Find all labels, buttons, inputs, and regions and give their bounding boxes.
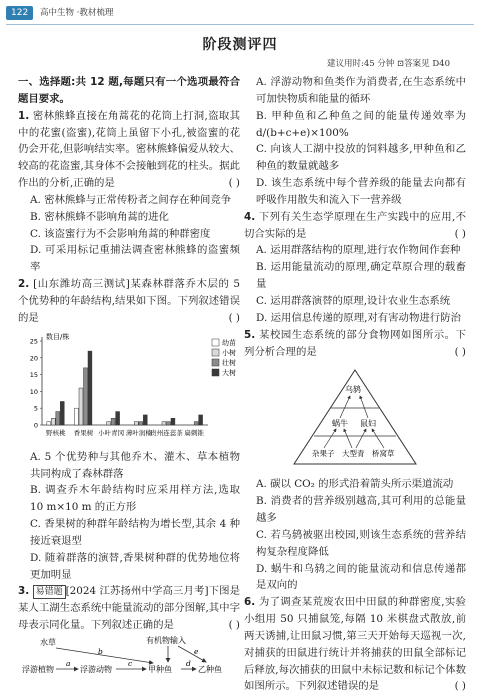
question-6-stem: 为了调查某荒废农田中田鼠的种群密度,实验小组用 50 只捕鼠笼,每隔 10 米棋盘式散放,前两天诱捕,让田鼠习惯,第三天开始每天巡视一次,对捕获的田鼠进行统计并将捕获的田鼠全部标记后释放,每次捕获的田鼠中未标记数和标记个体数如图所示。下列叙述错误的是 bbox=[244, 596, 466, 693]
bar-幼苗 bbox=[47, 421, 51, 424]
legend-label: 小树 bbox=[222, 348, 236, 357]
answer-paren: ( ) bbox=[228, 311, 240, 324]
web-node-plant-1: 杂果子 bbox=[312, 449, 335, 459]
question-4 bbox=[244, 209, 466, 243]
question-2-source: [山东潍坊高三测试] bbox=[33, 278, 130, 291]
question-4-stem: 下列有关生态学原理在生产实践中的应用,不切合实际的是 bbox=[244, 210, 466, 240]
bar-大树 bbox=[88, 351, 92, 425]
bar-壮树 bbox=[167, 421, 171, 424]
web-arrow-5 bbox=[356, 429, 366, 448]
q5-option-d: D. 蜗牛和乌鸫之间的能量流动和信息传递都是双向的 bbox=[256, 562, 466, 592]
question-5 bbox=[244, 327, 466, 361]
y-tick-label: 25 bbox=[29, 337, 38, 346]
y-tick-label: 5 bbox=[33, 404, 38, 413]
q3-option-d: D. 该生态系统中每个营养级的能量去向都有呼吸作用散失和流入下一营养级 bbox=[256, 177, 466, 206]
q5-option-a: A. 碳以 CO₂ 的形式沿着箭头所示渠道流动 bbox=[256, 478, 454, 491]
x-tick-label: 香果树 bbox=[73, 428, 94, 437]
q4-option-d: D. 运用信息传递的原理,对有害动物进行防治 bbox=[256, 311, 461, 324]
web-arrow-6 bbox=[372, 429, 384, 448]
bar-小树 bbox=[134, 421, 138, 424]
q4-option-b: B. 运用能量流动的原理,确定草原合理的载畜量 bbox=[256, 261, 466, 291]
bar-壮树 bbox=[139, 421, 143, 424]
food-web-svg bbox=[244, 364, 466, 472]
question-1-stem: 密林熊蜂直接在角蒿花的花筒上打洞,盗取其中的花蜜(盗蜜),花筒上虽留下小孔,被盗蜜的花仍会开花,但影响结实率。密林熊蜂偏爱从较大、较高的花盗蜜,其身体不会接触到花的柱头。据此作出的分析,正确的是 bbox=[18, 109, 240, 190]
q5-option-c: C. 若乌鸫被驱出校园,则该生态系统的营养结构复杂程度降低 bbox=[256, 528, 466, 558]
x-tick-label: 小叶青冈 bbox=[98, 428, 125, 437]
flow-letter-b: b bbox=[98, 646, 103, 656]
web-arrow-2 bbox=[360, 396, 368, 418]
q1-option-d: D. 可采用标记重捕法调查密林熊蜂的盗蜜频率 bbox=[30, 244, 240, 274]
flow-node-zooplankton: 浮游动物 bbox=[80, 664, 112, 674]
bar-大树 bbox=[199, 415, 203, 425]
question-2-number: 2. bbox=[18, 278, 30, 291]
q1-option-b: B. 密林熊蜂不影响角蒿的进化 bbox=[30, 210, 169, 223]
q2-option-d: D. 随着群落的演替,香果树种群的优势地位将更加明显 bbox=[30, 551, 240, 581]
question-3 bbox=[18, 583, 240, 634]
q4-option-c: C. 运用群落演替的原理,设计农业生态系统 bbox=[256, 294, 451, 307]
bar-壮树 bbox=[111, 418, 115, 425]
legend-swatch bbox=[212, 359, 219, 366]
flow-letter-c: c bbox=[128, 658, 133, 668]
left-column bbox=[18, 74, 240, 684]
x-tick-label: 扁刺锥 bbox=[184, 428, 204, 437]
q5-option-b: B. 消费者的营养级别越高,其可利用的总能量越多 bbox=[256, 495, 466, 525]
q4-option-a: A. 运用群落结构的原理,进行农作物间作套种 bbox=[256, 244, 461, 257]
answer-paren: ( ) bbox=[228, 619, 240, 632]
bar-小树 bbox=[107, 421, 111, 424]
bar-chart-svg bbox=[18, 329, 240, 447]
error-prone-badge: 易错题 bbox=[33, 585, 66, 599]
y-axis-label: 数目/株 bbox=[46, 332, 70, 341]
web-arrow-4 bbox=[344, 429, 352, 448]
bar-幼苗 bbox=[75, 408, 79, 425]
web-arrow-3 bbox=[324, 429, 336, 448]
answer-paren: ( ) bbox=[454, 227, 466, 240]
flow-water-label: 水草 bbox=[40, 637, 56, 647]
flow-letter-d: d bbox=[186, 658, 191, 668]
bar-大树 bbox=[60, 401, 64, 425]
q2-option-c: C. 香果树的种群年龄结构为增长型,其余 4 种接近衰退型 bbox=[30, 518, 240, 547]
page-title: 阶段测评四 bbox=[202, 37, 278, 53]
question-5-stem: 某校园生态系统的部分食物网如图所示。下列分析合理的是 bbox=[244, 328, 466, 358]
web-node-plant-2: 大型青 bbox=[342, 449, 365, 459]
q2-option-a: A. 5 个优势种与其他乔木、灌木、草本植物共同构成了森林群落 bbox=[30, 450, 240, 480]
time-info: 建议用时:45 分钟 ⊡答案见 D40 bbox=[326, 59, 450, 69]
question-2-stem: 某森林群落乔木层的 5 个优势种的年龄结构,结果如下图。下列叙述错误的是 bbox=[18, 278, 240, 324]
x-tick-label: 野核桃 bbox=[46, 428, 66, 437]
question-5-number: 5. bbox=[244, 328, 256, 341]
header-divider bbox=[6, 24, 474, 25]
bar-小树 bbox=[162, 421, 166, 424]
legend-label: 壮树 bbox=[222, 358, 236, 367]
flow-letter-a: a bbox=[66, 658, 71, 668]
x-tick-label: 贵州连蕊茶 bbox=[150, 428, 183, 437]
q3-option-b: B. 甲种鱼和乙种鱼之间的能量传递效率为 d/(b+c+e)×100% bbox=[256, 109, 466, 139]
food-web-diagram bbox=[244, 364, 466, 472]
question-1 bbox=[18, 108, 240, 192]
answer-paren: ( ) bbox=[228, 177, 240, 190]
bar-大树 bbox=[116, 411, 120, 424]
legend-swatch bbox=[212, 369, 219, 376]
flow-arrow-water bbox=[56, 648, 153, 663]
y-tick-label: 10 bbox=[29, 387, 38, 396]
bar-小树 bbox=[79, 388, 83, 425]
right-column bbox=[244, 74, 466, 695]
page-header bbox=[0, 0, 480, 28]
web-node-woodlouse: 鼠妇 bbox=[360, 419, 376, 429]
question-6 bbox=[244, 594, 466, 695]
answer-paren: ( ) bbox=[454, 345, 466, 358]
flow-arrow-e bbox=[178, 646, 206, 662]
answer-paren: ( ) bbox=[454, 680, 466, 693]
page-number: 122 bbox=[6, 6, 33, 20]
legend-label: 幼苗 bbox=[222, 338, 236, 347]
flow-input-label: 有机物输入 bbox=[146, 635, 186, 645]
y-tick-label: 15 bbox=[29, 370, 38, 379]
flow-node-fish-b: 乙种鱼 bbox=[198, 664, 222, 674]
q3-option-c: C. 向该人工湖中投放的饲料越多,甲种鱼和乙种鱼的数量就越多 bbox=[256, 143, 466, 173]
legend-label: 大树 bbox=[222, 368, 236, 377]
bar-小树 bbox=[51, 418, 55, 425]
flow-node-fish-a: 甲种鱼 bbox=[148, 664, 172, 674]
energy-flow-diagram bbox=[18, 636, 240, 684]
web-node-snail: 蜗牛 bbox=[332, 419, 348, 429]
question-3-stem: [2024 江苏扬州中学高三月考]下图是某人工湖生态系统中能量流动的部分图解,其中字母表示同化量。下列叙述正确的是 bbox=[18, 585, 240, 632]
legend-swatch bbox=[212, 349, 219, 356]
q1-option-c: C. 该盗蜜行为不会影响角蒿的种群密度 bbox=[30, 227, 211, 240]
section-heading: 一、选择题:共 12 题,每题只有一个选项最符合题目要求。 bbox=[18, 76, 240, 105]
web-node-top: 乌鸫 bbox=[345, 385, 361, 395]
question-3-number: 3. bbox=[18, 585, 30, 598]
q1-option-a: A. 密林熊蜂与正常传粉者之间存在种间竞争 bbox=[30, 193, 232, 206]
question-1-number: 1. bbox=[18, 109, 30, 122]
web-arrow-1 bbox=[340, 396, 350, 418]
y-tick-label: 20 bbox=[29, 353, 38, 362]
question-4-number: 4. bbox=[244, 210, 256, 223]
bar-大树 bbox=[143, 415, 147, 425]
age-structure-chart bbox=[18, 329, 240, 447]
y-tick-label: 0 bbox=[33, 421, 38, 430]
header-text: 高中生物 ·教材梳理 bbox=[40, 8, 114, 18]
bar-壮树 bbox=[194, 421, 198, 424]
bar-壮树 bbox=[56, 411, 60, 424]
bar-大树 bbox=[171, 418, 175, 425]
x-tick-label: 薄叶润楠 bbox=[125, 428, 152, 437]
legend-swatch bbox=[212, 339, 219, 346]
energy-flow-svg bbox=[18, 636, 240, 684]
q3-option-a: A. 浮游动物和鱼类作为消费者,在生态系统中可加快物质和能量的循环 bbox=[256, 76, 466, 105]
flow-node-phytoplankton: 浮游植物 bbox=[22, 664, 54, 674]
question-2 bbox=[18, 276, 240, 327]
question-6-number: 6. bbox=[244, 596, 256, 609]
bar-壮树 bbox=[84, 368, 88, 425]
q2-option-b: B. 调查乔木年龄结构时应采用样方法,选取 10 m×10 m 的正方形 bbox=[30, 484, 240, 514]
flow-letter-e: e bbox=[194, 646, 199, 656]
web-node-plant-3: 桥窝草 bbox=[372, 449, 395, 459]
